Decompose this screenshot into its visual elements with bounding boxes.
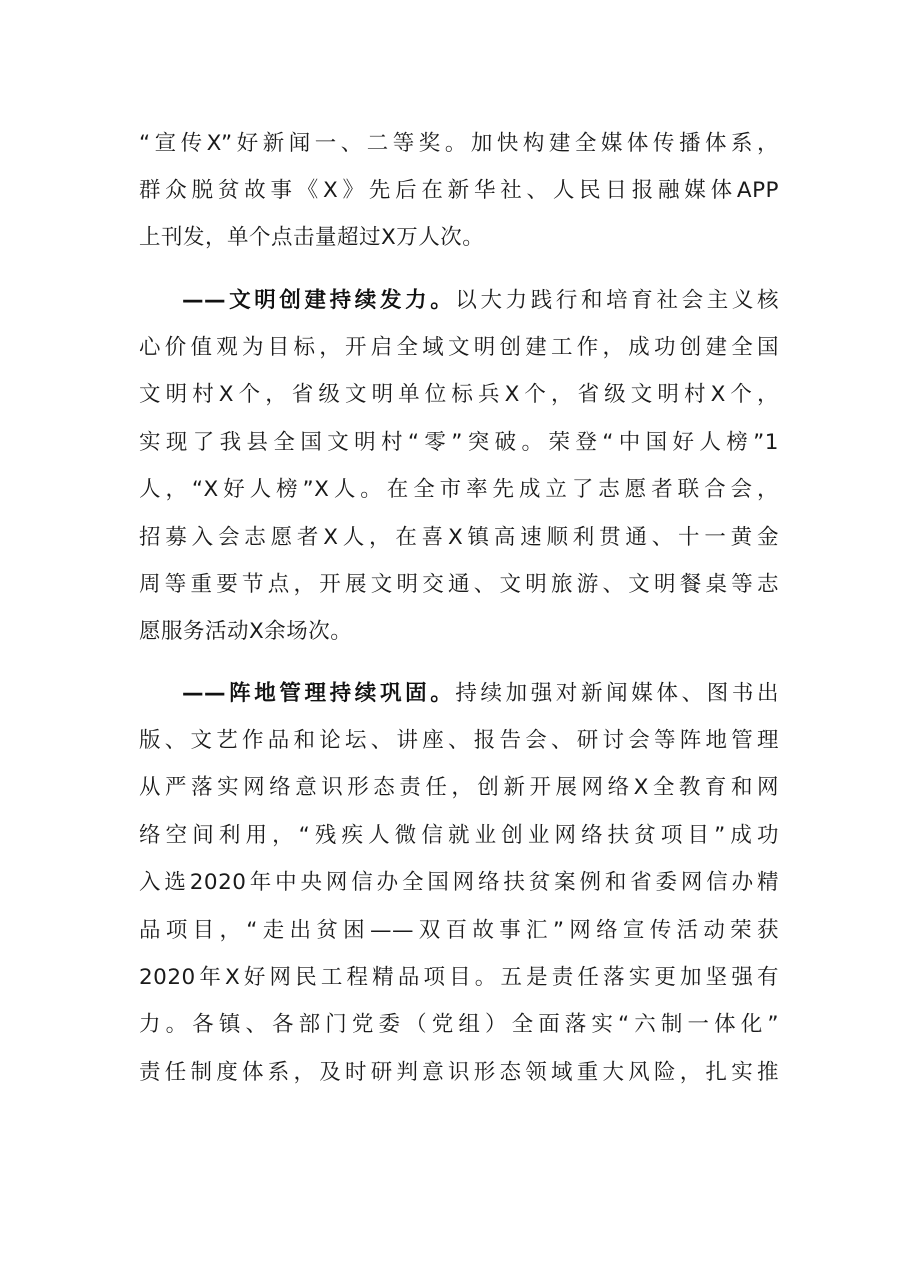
text-line: 责任制度体系，及时研判意识形态领域重大风险，扎实推 <box>139 1060 779 1085</box>
text-line: 络空间利用，“残疾人微信就业创业网络扶贫项目”成功 <box>139 823 779 848</box>
text-run: 以大力践行和培育社会主义核 <box>455 288 779 313</box>
paragraph-first-line <box>182 281 779 321</box>
text-line: 招募入会志愿者X人，在喜X镇高速顺利贯通、十一黄金 <box>139 525 779 550</box>
text-line: 周等重要节点，开展文明交通、文明旅游、文明餐桌等志 <box>139 572 779 597</box>
text-line: “宣传X”好新闻一、二等奖。加快构建全媒体传播体系， <box>139 131 779 156</box>
section-heading: ——阵地管理持续巩固。 <box>182 681 456 706</box>
text-line: 文明村X个，省级文明单位标兵X个，省级文明村X个， <box>139 382 779 407</box>
text-line: 力。各镇、各部门党委（党组）全面落实“六制一体化” <box>139 1012 779 1037</box>
text-line: 版、文艺作品和论坛、讲座、报告会、研讨会等阵地管理 <box>139 728 779 753</box>
text-line: 上刊发，单个点击量超过X万人次。 <box>139 225 485 250</box>
section-heading: ——文明创建持续发力。 <box>182 288 456 313</box>
text-line: 品项目，“走出贫困——双百故事汇”网络宣传活动荣获 <box>139 918 779 943</box>
text-run: 持续加强对新闻媒体、图书出 <box>455 681 779 706</box>
text-line: 人，“X好人榜”X人。在全市率先成立了志愿者联合会， <box>139 477 779 502</box>
text-line: 2020年X好网民工程精品项目。五是责任落实更加坚强有 <box>139 965 779 990</box>
text-line: 从严落实网络意识形态责任，创新开展网络X全教育和网 <box>139 775 779 800</box>
text-line: 心价值观为目标，开启全域文明创建工作，成功创建全国 <box>139 335 779 360</box>
paragraph-first-line <box>182 674 779 714</box>
text-line: 入选2020年中央网信办全国网络扶贫案例和省委网信办精 <box>139 870 779 895</box>
text-line: 群众脱贫故事《X》先后在新华社、人民日报融媒体APP <box>139 178 779 203</box>
text-line: 实现了我县全国文明村“零”突破。荣登“中国好人榜”1 <box>139 430 779 455</box>
text-line: 愿服务活动X余场次。 <box>139 619 353 644</box>
